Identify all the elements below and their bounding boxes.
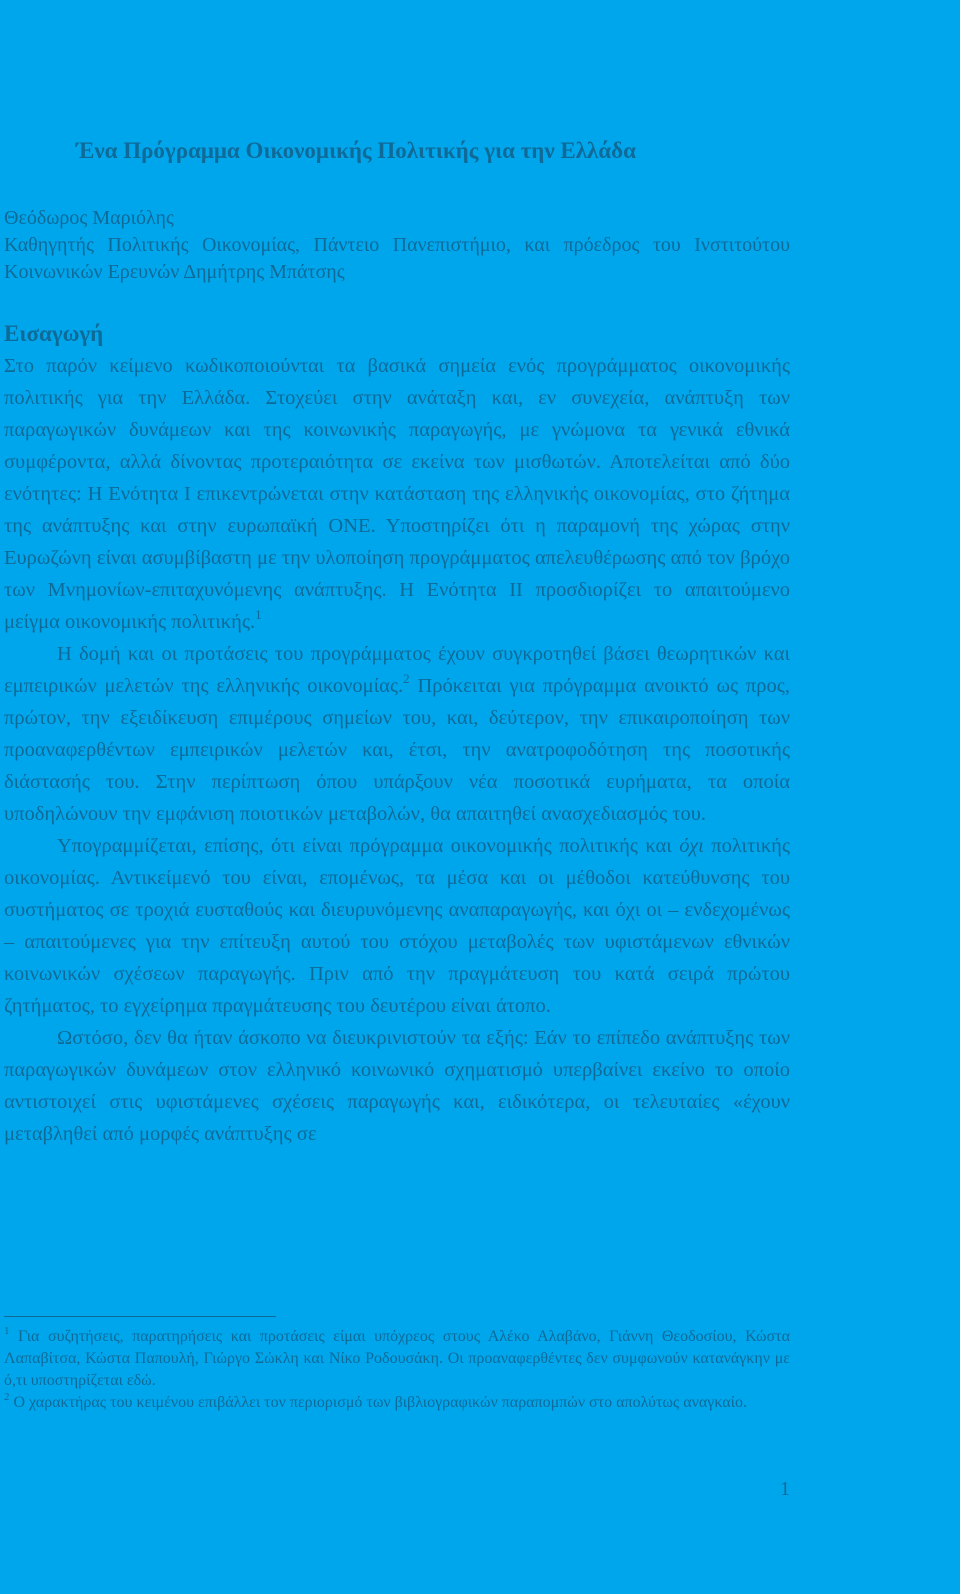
paragraph	[4, 1022, 790, 1150]
footnote-number: 1	[4, 1325, 10, 1337]
paragraph-text: πολιτικής οικονομίας. Αντικείμενό του είναι, επομένως, τα μέσα και οι μέθοδοι κατεύθυνσης του συστήματος σε τροχιά ευσταθούς και διευρυνόμενης αναπαραγωγής, και όχι οι – ενδεχομένως – απαιτούμενες για την επίτευξη αυτού του στόχου μεταβολές των υφιστάμενων εθνικών κοινωνικών σχέσεων παραγωγής. Πριν από την πραγμάτευση του κατά σειρά πρώτου ζητήματος, το εγχείρημα πραγμάτευσης του δευτέρου είναι άτοπο.	[4, 835, 790, 1017]
footnote-text: Για συζητήσεις, παρατηρήσεις και προτάσεις είμαι υπόχρεος στους Αλέκο Αλαβάνο, Γιάννη Θεοδοσίου, Κώστα Λαπαβίτσα, Κώστα Παπουλή, Γιώργο Σώκλη και Νίκο Ροδουσάκη. Οι προαναφερθέντες δεν συμφωνούν κατανάγκην με ό,τι υποστηρίζεται εδώ.	[4, 1328, 790, 1389]
author-name: Θεόδωρος Μαριόλης	[4, 207, 174, 229]
page-number: 1	[780, 1478, 790, 1500]
footnote	[4, 1326, 790, 1392]
footnote-text: Ο χαρακτήρας του κειμένου επιβάλλει τον περιορισμό των βιβλιογραφικών παραπομπών στο απολύτως αναγκαίο.	[9, 1394, 747, 1411]
footnote-separator	[4, 1316, 276, 1317]
author-block	[4, 205, 790, 286]
paragraph	[4, 830, 790, 1022]
paragraph-text: Η δομή και οι προτάσεις του προγράμματος έχουν συγκροτηθεί βάσει θεωρητικών και εμπειρικών μελετών της ελληνικής οικονομίας.	[4, 643, 790, 697]
document-title: Ένα Πρόγραμμα Οικονομικής Πολιτικής για την Ελλάδα	[76, 138, 636, 163]
paragraph	[4, 638, 790, 830]
document-page	[4, 0, 790, 1594]
footnote-reference[interactable]: 1	[255, 607, 262, 622]
author-affiliation: Καθηγητής Πολιτικής Οικονομίας, Πάντειο Πανεπιστήμιο, και πρόεδρος του Ινστιτούτου Κοινωνικών Ερευνών Δημήτρης Μπάτσης	[4, 234, 790, 283]
paragraph-text: Στο παρόν κείμενο κωδικοποιούνται τα βασικά σημεία ενός προγράμματος οικονομικής πολιτικής για την Ελλάδα. Στοχεύει στην ανάταξη και, εν συνεχεία, ανάπτυξη των παραγωγικών δυνάμεων και της κοινωνικής παραγωγής, με γνώμονα τα γενικά εθνικά συμφέροντα, αλλά δίνοντας προτεραιότητα σε εκείνα των μισθωτών. Αποτελείται από δύο ενότητες: Η Ενότητα Ι επικεντρώνεται στην κατάσταση της ελληνικής οικονομίας, στο ζήτημα της ανάπτυξης και στην ευρωπαϊκή ΟΝΕ. Υποστηρίζει ότι η παραμονή της χώρας στην Ευρωζώνη είναι ασυμβίβαστη με την υλοποίηση προγράμματος απελευθέρωσης από τον βρόχο των Μνημονίων-επιταχυνόμενης ανάπτυξης. Η Ενότητα ΙΙ προσδιορίζει το απαιτούμενο μείγμα οικονομικής πολιτικής.	[4, 355, 790, 633]
paragraph-text: Πρόκειται για πρόγραμμα ανοικτό ως προς, πρώτον, την εξειδίκευση επιμέρους σημείων του, και, δεύτερον, την επικαιροποίηση των προαναφερθέντων εμπειρικών μελετών και, έτσι, την ανατροφοδότηση της ποσοτικής διάστασής του. Στην περίπτωση όπου υπάρξουν νέα ποσοτικά ευρήματα, τα οποία υποδηλώνουν την εμφάνιση ποιοτικών μεταβολών, θα απαιτηθεί ανασχεδιασμός του.	[4, 675, 790, 825]
footnote	[4, 1392, 790, 1414]
footnotes	[4, 1326, 790, 1414]
paragraph-text: Υπογραμμίζεται, επίσης, ότι είναι πρόγραμμα οικονομικής πολιτικής και	[57, 835, 680, 857]
paragraph	[4, 350, 790, 638]
footnote-number: 2	[4, 1391, 10, 1403]
paragraph-text: Ωστόσο, δεν θα ήταν άσκοπο να διευκρινιστούν τα εξής: Εάν το επίπεδο ανάπτυξης των παραγωγικών δυνάμεων στον ελληνικό κοινωνικό σχηματισμό υπερβαίνει εκείνο το οποίο αντιστοιχεί στις υφιστάμενες σχέσεις παραγωγής και, ειδικότερα, οι τελευταίες «έχουν μεταβληθεί από μορφές ανάπτυξης σε	[4, 1027, 790, 1145]
body-text	[4, 350, 790, 1150]
section-heading: Εισαγωγή	[4, 321, 104, 346]
footnote-reference[interactable]: 2	[403, 671, 410, 686]
emphasis-text: όχι	[679, 835, 704, 857]
